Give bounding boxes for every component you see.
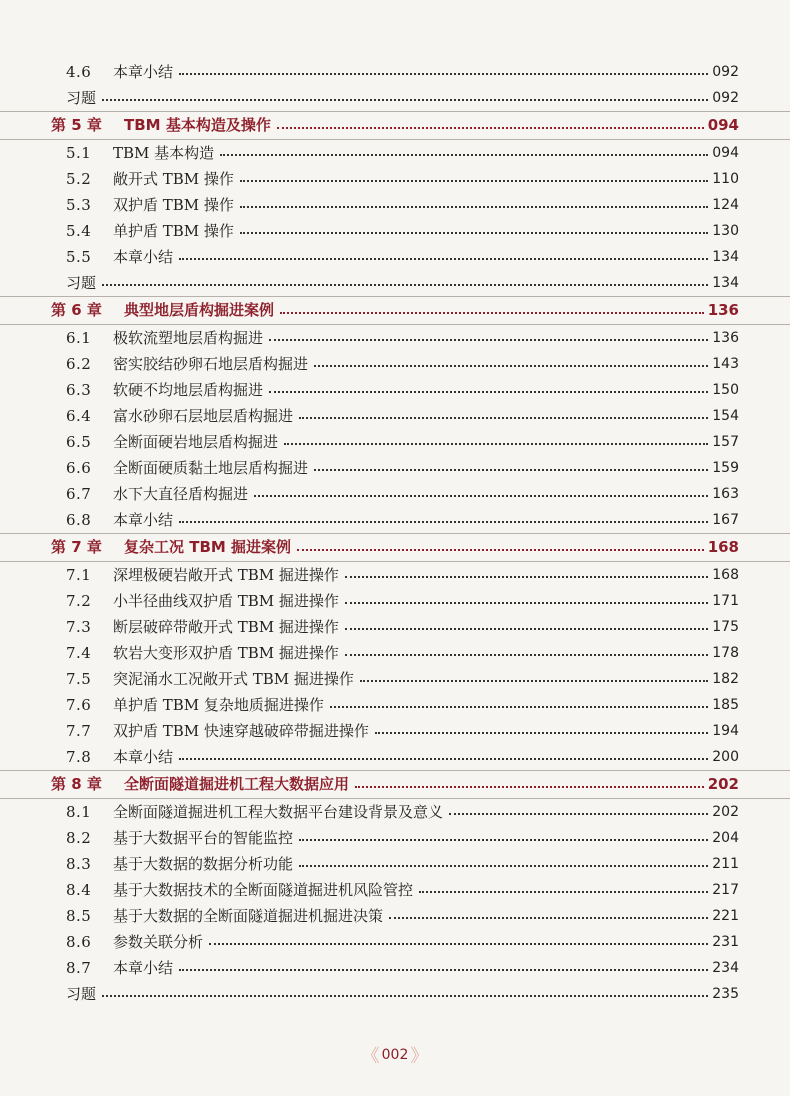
section-number: 5.3 bbox=[66, 196, 92, 214]
entry-page-number: 154 bbox=[712, 408, 739, 424]
section-number: 6.5 bbox=[66, 433, 92, 451]
entry-title: 水下大直径盾构掘进 bbox=[113, 485, 249, 503]
leader-dots bbox=[284, 443, 708, 445]
entry-page-number: 094 bbox=[712, 145, 739, 161]
toc-section-entry[interactable] bbox=[0, 903, 790, 929]
toc-section-entry[interactable] bbox=[0, 692, 790, 718]
entry-page-number: 136 bbox=[712, 330, 739, 346]
entry-title: 密实胶结砂卵石地层盾构掘进 bbox=[113, 355, 309, 373]
toc-section-entry[interactable] bbox=[0, 851, 790, 877]
section-number: 6.7 bbox=[66, 485, 92, 503]
entry-title: 富水砂卵石层地层盾构掘进 bbox=[113, 407, 294, 425]
chapter-number: 第 7 章 bbox=[51, 538, 102, 556]
toc-section-entry[interactable] bbox=[0, 718, 790, 744]
section-number: 7.5 bbox=[66, 670, 92, 688]
toc-section-entry[interactable] bbox=[0, 507, 790, 533]
leader-dots bbox=[240, 180, 708, 182]
entry-page-number: 202 bbox=[712, 804, 739, 820]
entry-title: 单护盾 TBM 复杂地质掘进操作 bbox=[113, 696, 324, 714]
leader-dots bbox=[209, 943, 708, 945]
leader-dots bbox=[299, 839, 708, 841]
toc-section-entry[interactable] bbox=[0, 218, 790, 244]
leader-dots bbox=[102, 995, 708, 997]
toc-section-entry[interactable] bbox=[0, 59, 790, 85]
entry-page-number: 202 bbox=[707, 775, 739, 793]
entry-page-number: 092 bbox=[712, 90, 739, 106]
entry-title: 复杂工况 TBM 掘进案例 bbox=[124, 538, 292, 556]
entry-page-number: 182 bbox=[712, 671, 739, 687]
leader-dots bbox=[360, 680, 708, 682]
section-number: 8.7 bbox=[66, 959, 92, 977]
entry-page-number: 159 bbox=[712, 460, 739, 476]
entry-page-number: 134 bbox=[712, 275, 739, 291]
entry-page-number: 204 bbox=[712, 830, 739, 846]
leader-dots bbox=[299, 865, 708, 867]
entry-page-number: 110 bbox=[712, 171, 739, 187]
leader-dots bbox=[179, 758, 708, 760]
leader-dots bbox=[240, 232, 708, 234]
entry-title: 习题 bbox=[66, 89, 97, 107]
leader-dots bbox=[419, 891, 708, 893]
entry-title: 本章小结 bbox=[113, 748, 174, 766]
entry-title: 软硬不均地层盾构掘进 bbox=[113, 381, 264, 399]
entry-page-number: 168 bbox=[707, 538, 739, 556]
entry-page-number: 200 bbox=[712, 749, 739, 765]
section-number: 7.8 bbox=[66, 748, 92, 766]
leader-dots bbox=[240, 206, 708, 208]
page-footer bbox=[0, 1042, 790, 1068]
entry-title: 全断面隧道掘进机工程大数据应用 bbox=[124, 775, 350, 793]
toc-chapter-entry[interactable] bbox=[0, 533, 790, 562]
entry-title: 断层破碎带敞开式 TBM 掘进操作 bbox=[113, 618, 339, 636]
entry-title: 基于大数据技术的全断面隧道掘进机风险管控 bbox=[113, 881, 414, 899]
toc-section-entry[interactable] bbox=[0, 929, 790, 955]
toc-section-entry[interactable] bbox=[0, 588, 790, 614]
leader-dots bbox=[355, 786, 704, 788]
toc-section-entry[interactable] bbox=[0, 166, 790, 192]
section-number: 5.1 bbox=[66, 144, 92, 162]
toc-section-entry[interactable] bbox=[0, 351, 790, 377]
section-number: 8.6 bbox=[66, 933, 92, 951]
entry-title: 参数关联分析 bbox=[113, 933, 204, 951]
toc-section-entry[interactable] bbox=[0, 877, 790, 903]
entry-page-number: 163 bbox=[712, 486, 739, 502]
chapter-number: 第 5 章 bbox=[51, 116, 102, 134]
entry-page-number: 124 bbox=[712, 197, 739, 213]
left-ornament-icon: 《 bbox=[361, 1046, 380, 1067]
toc-chapter-entry[interactable] bbox=[0, 770, 790, 799]
entry-title: 本章小结 bbox=[113, 63, 174, 81]
entry-title: 基于大数据的数据分析功能 bbox=[113, 855, 294, 873]
entry-page-number: 157 bbox=[712, 434, 739, 450]
toc-section-entry[interactable] bbox=[0, 429, 790, 455]
entry-title: 典型地层盾构掘进案例 bbox=[124, 301, 275, 319]
section-number: 5.5 bbox=[66, 248, 92, 266]
section-number: 7.2 bbox=[66, 592, 92, 610]
entry-title: 软岩大变形双护盾 TBM 掘进操作 bbox=[113, 644, 339, 662]
entry-page-number: 234 bbox=[712, 960, 739, 976]
entry-page-number: 178 bbox=[712, 645, 739, 661]
entry-title: 双护盾 TBM 操作 bbox=[113, 196, 234, 214]
toc-section-entry[interactable] bbox=[0, 140, 790, 166]
entry-title: 敞开式 TBM 操作 bbox=[113, 170, 234, 188]
leader-dots bbox=[179, 969, 708, 971]
toc-section-entry[interactable] bbox=[0, 481, 790, 507]
leader-dots bbox=[389, 917, 708, 919]
toc-section-entry[interactable] bbox=[0, 825, 790, 851]
entry-title: TBM 基本构造 bbox=[113, 144, 215, 162]
leader-dots bbox=[345, 654, 708, 656]
toc-chapter-entry[interactable] bbox=[0, 296, 790, 325]
entry-title: 全断面硬质黏土地层盾构掘进 bbox=[113, 459, 309, 477]
leader-dots bbox=[345, 576, 708, 578]
entry-title: 全断面隧道掘进机工程大数据平台建设背景及意义 bbox=[113, 803, 444, 821]
leader-dots bbox=[102, 99, 708, 101]
entry-title: 突泥涌水工况敞开式 TBM 掘进操作 bbox=[113, 670, 354, 688]
section-number: 7.3 bbox=[66, 618, 92, 636]
chapter-number: 第 6 章 bbox=[51, 301, 102, 319]
toc-exercise-entry[interactable] bbox=[0, 981, 790, 1007]
toc-section-entry[interactable] bbox=[0, 640, 790, 666]
leader-dots bbox=[280, 312, 704, 314]
leader-dots bbox=[269, 391, 708, 393]
table-of-contents bbox=[0, 59, 790, 1007]
leader-dots bbox=[299, 417, 708, 419]
leader-dots bbox=[220, 154, 708, 156]
entry-page-number: 211 bbox=[712, 856, 739, 872]
section-number: 5.2 bbox=[66, 170, 92, 188]
entry-page-number: 143 bbox=[712, 356, 739, 372]
leader-dots bbox=[449, 813, 708, 815]
toc-chapter-entry[interactable] bbox=[0, 111, 790, 140]
leader-dots bbox=[375, 732, 708, 734]
section-number: 7.6 bbox=[66, 696, 92, 714]
toc-section-entry[interactable] bbox=[0, 244, 790, 270]
toc-section-entry[interactable] bbox=[0, 562, 790, 588]
section-number: 6.8 bbox=[66, 511, 92, 529]
toc-section-entry[interactable] bbox=[0, 799, 790, 825]
toc-section-entry[interactable] bbox=[0, 744, 790, 770]
entry-page-number: 235 bbox=[712, 986, 739, 1002]
section-number: 8.1 bbox=[66, 803, 92, 821]
entry-title: 本章小结 bbox=[113, 959, 174, 977]
leader-dots bbox=[297, 549, 704, 551]
section-number: 7.4 bbox=[66, 644, 92, 662]
entry-page-number: 130 bbox=[712, 223, 739, 239]
entry-title: 双护盾 TBM 快速穿越破碎带掘进操作 bbox=[113, 722, 369, 740]
entry-page-number: 221 bbox=[712, 908, 739, 924]
toc-section-entry[interactable] bbox=[0, 955, 790, 981]
leader-dots bbox=[330, 706, 708, 708]
section-number: 8.5 bbox=[66, 907, 92, 925]
section-number: 6.1 bbox=[66, 329, 92, 347]
toc-section-entry[interactable] bbox=[0, 614, 790, 640]
leader-dots bbox=[314, 469, 708, 471]
entry-page-number: 150 bbox=[712, 382, 739, 398]
entry-title: 本章小结 bbox=[113, 511, 174, 529]
section-number: 8.2 bbox=[66, 829, 92, 847]
entry-page-number: 185 bbox=[712, 697, 739, 713]
toc-section-entry[interactable] bbox=[0, 666, 790, 692]
entry-title: 习题 bbox=[66, 985, 97, 1003]
entry-title: 单护盾 TBM 操作 bbox=[113, 222, 234, 240]
entry-page-number: 168 bbox=[712, 567, 739, 583]
entry-title: 全断面硬岩地层盾构掘进 bbox=[113, 433, 279, 451]
entry-title: 极软流塑地层盾构掘进 bbox=[113, 329, 264, 347]
entry-title: 本章小结 bbox=[113, 248, 174, 266]
section-number: 6.2 bbox=[66, 355, 92, 373]
entry-title: 习题 bbox=[66, 274, 97, 292]
entry-page-number: 175 bbox=[712, 619, 739, 635]
toc-section-entry[interactable] bbox=[0, 192, 790, 218]
section-number: 7.1 bbox=[66, 566, 92, 584]
toc-section-entry[interactable] bbox=[0, 325, 790, 351]
entry-page-number: 092 bbox=[712, 64, 739, 80]
section-number: 6.6 bbox=[66, 459, 92, 477]
entry-page-number: 136 bbox=[707, 301, 739, 319]
toc-section-entry[interactable] bbox=[0, 403, 790, 429]
section-number: 6.4 bbox=[66, 407, 92, 425]
section-number: 8.4 bbox=[66, 881, 92, 899]
leader-dots bbox=[179, 73, 708, 75]
toc-exercise-entry[interactable] bbox=[0, 85, 790, 111]
entry-page-number: 171 bbox=[712, 593, 739, 609]
toc-exercise-entry[interactable] bbox=[0, 270, 790, 296]
entry-title: TBM 基本构造及操作 bbox=[124, 116, 271, 134]
toc-section-entry[interactable] bbox=[0, 377, 790, 403]
entry-page-number: 094 bbox=[707, 116, 739, 134]
section-number: 8.3 bbox=[66, 855, 92, 873]
entry-title: 深埋极硬岩敞开式 TBM 掘进操作 bbox=[113, 566, 339, 584]
leader-dots bbox=[314, 365, 708, 367]
entry-page-number: 217 bbox=[712, 882, 739, 898]
section-number: 4.6 bbox=[66, 63, 92, 81]
section-number: 7.7 bbox=[66, 722, 92, 740]
leader-dots bbox=[345, 602, 708, 604]
leader-dots bbox=[269, 339, 708, 341]
leader-dots bbox=[254, 495, 708, 497]
entry-page-number: 194 bbox=[712, 723, 739, 739]
entry-page-number: 231 bbox=[712, 934, 739, 950]
entry-title: 基于大数据的全断面隧道掘进机掘进决策 bbox=[113, 907, 384, 925]
leader-dots bbox=[102, 284, 708, 286]
leader-dots bbox=[179, 258, 708, 260]
section-number: 5.4 bbox=[66, 222, 92, 240]
page-number: 002 bbox=[381, 1047, 409, 1063]
section-number: 6.3 bbox=[66, 381, 92, 399]
chapter-number: 第 8 章 bbox=[51, 775, 102, 793]
entry-page-number: 167 bbox=[712, 512, 739, 528]
entry-page-number: 134 bbox=[712, 249, 739, 265]
leader-dots bbox=[345, 628, 708, 630]
leader-dots bbox=[179, 521, 708, 523]
leader-dots bbox=[277, 127, 704, 129]
entry-title: 基于大数据平台的智能监控 bbox=[113, 829, 294, 847]
right-ornament-icon: 》 bbox=[410, 1046, 429, 1067]
toc-section-entry[interactable] bbox=[0, 455, 790, 481]
entry-title: 小半径曲线双护盾 TBM 掘进操作 bbox=[113, 592, 339, 610]
